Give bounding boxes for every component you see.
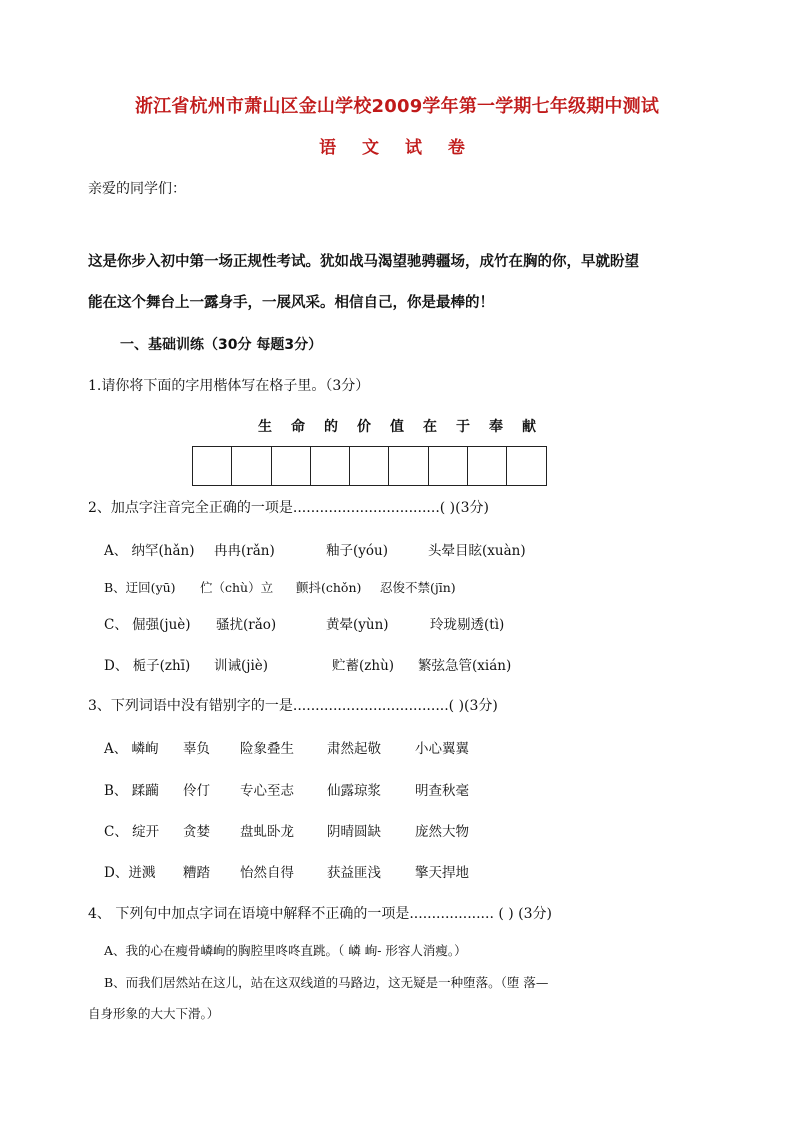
q3-option-b-3: 专心至志 — [240, 783, 294, 799]
character-row — [258, 416, 555, 436]
grid-cell[interactable] — [193, 447, 232, 485]
q3-option-c-1: C、 绽开 — [104, 824, 160, 840]
q2-option-d-1: D、 栀子(zhī) — [104, 658, 191, 674]
grid-cell[interactable] — [507, 447, 546, 485]
q3-option-a-4: 肃然起敬 — [327, 741, 381, 757]
q3-option-c-4: 阴晴圆缺 — [327, 824, 381, 840]
writing-grid — [192, 446, 547, 486]
q2-option-a-2: 冉冉(rǎn) — [214, 543, 275, 559]
q3-option-c-3: 盘虬卧龙 — [240, 824, 294, 840]
q3-option-d-2: 糟踏 — [183, 865, 210, 881]
q2-option-a-1: A、 纳罕(hǎn) — [104, 543, 195, 559]
q2-option-b-4: 忍俊不禁(jīn) — [380, 580, 456, 595]
exam-subtitle: 语 文 试 卷 — [319, 138, 475, 158]
question-2: 2、加点字注音完全正确的一项是.................................( )(3分) — [88, 500, 489, 516]
intro-line-2: 能在这个舞台上一露身手，一展风采。相信自己，你是最棒的！ — [88, 295, 494, 311]
q2-option-b-1: B、迂回(yū) — [104, 580, 176, 595]
q3-option-d-4: 获益匪浅 — [327, 865, 381, 881]
q3-option-b-2: 伶仃 — [183, 783, 210, 799]
q2-option-b-3: 颤抖(chǒn) — [296, 580, 362, 595]
grid-cell[interactable] — [468, 447, 507, 485]
q2-option-d-3: 贮蓄(zhù) — [332, 658, 395, 674]
char-4: 价 — [357, 419, 371, 435]
q3-option-d-1: D、迸溅 — [104, 865, 156, 881]
char-2: 命 — [291, 419, 305, 435]
q3-option-d-3: 怡然自得 — [240, 865, 294, 881]
q4-option-a: A、我的心在瘦骨嶙峋的胸腔里咚咚直跳。（ 嶙 峋- 形容人消瘦。） — [104, 943, 467, 958]
q2-option-c-1: C、 倔强(juè) — [104, 617, 191, 633]
question-1: 1.请你将下面的字用楷体写在格子里。（3分） — [88, 378, 370, 394]
grid-cell[interactable] — [311, 447, 350, 485]
q2-option-b-2: 伫（chù）立 — [200, 580, 274, 595]
q3-option-c-2: 贪婪 — [183, 824, 210, 840]
char-6: 在 — [423, 419, 437, 435]
char-8: 奉 — [489, 419, 503, 435]
q3-option-b-4: 仙露琼浆 — [327, 783, 381, 799]
q3-option-a-5: 小心翼翼 — [415, 741, 469, 757]
char-7: 于 — [456, 419, 470, 435]
char-3: 的 — [324, 419, 338, 435]
char-5: 值 — [390, 419, 404, 435]
q2-option-c-3: 黄晕(yùn) — [326, 617, 389, 633]
char-1: 生 — [258, 419, 272, 435]
q2-option-d-4: 繁弦急管(xián) — [418, 658, 512, 674]
q3-option-d-5: 擎天捍地 — [415, 865, 469, 881]
q4-option-b: B、而我们居然站在这儿，站在这双线道的马路边，这无疑是一种堕落。（堕 落— — [104, 975, 549, 990]
q2-option-c-4: 玲珑剔透(tì) — [430, 617, 505, 633]
question-3: 3、下列词语中没有错别字的一是...................................( )(3分) — [88, 698, 498, 714]
q3-option-a-1: A、 嶙峋 — [104, 741, 159, 757]
q4-option-b-continued: 自身形象的大大下滑。） — [88, 1006, 220, 1021]
grid-cell[interactable] — [350, 447, 389, 485]
q2-option-d-2: 训诫(jiè) — [214, 658, 269, 674]
grid-cell[interactable] — [272, 447, 311, 485]
q3-option-b-1: B、 蹂躏 — [104, 783, 159, 799]
q2-option-a-4: 头晕目眩(xuàn) — [428, 543, 526, 559]
char-9: 献 — [522, 419, 536, 435]
grid-cell[interactable] — [389, 447, 428, 485]
section-1-heading: 一、基础训练（30分 每题3分） — [120, 337, 323, 353]
grid-cell[interactable] — [429, 447, 468, 485]
exam-title: 浙江省杭州市萧山区金山学校2009学年第一学期七年级期中测试 — [134, 96, 660, 117]
q3-option-c-5: 庞然大物 — [415, 824, 469, 840]
greeting: 亲爱的同学们： — [88, 181, 186, 197]
q3-option-b-5: 明查秋毫 — [415, 783, 469, 799]
q2-option-c-2: 骚扰(rǎo) — [216, 617, 277, 633]
q3-option-a-3: 险象叠生 — [240, 741, 294, 757]
q2-option-a-3: 釉子(yóu) — [326, 543, 388, 559]
grid-cell[interactable] — [232, 447, 271, 485]
intro-line-1: 这是你步入初中第一场正规性考试。犹如战马渴望驰骋疆场，成竹在胸的你，早就盼望 — [88, 254, 639, 270]
q3-option-a-2: 辜负 — [183, 741, 210, 757]
question-4: 4、 下列句中加点字词在语境中解释不正确的一项是................... ( ) (3分) — [88, 906, 553, 922]
